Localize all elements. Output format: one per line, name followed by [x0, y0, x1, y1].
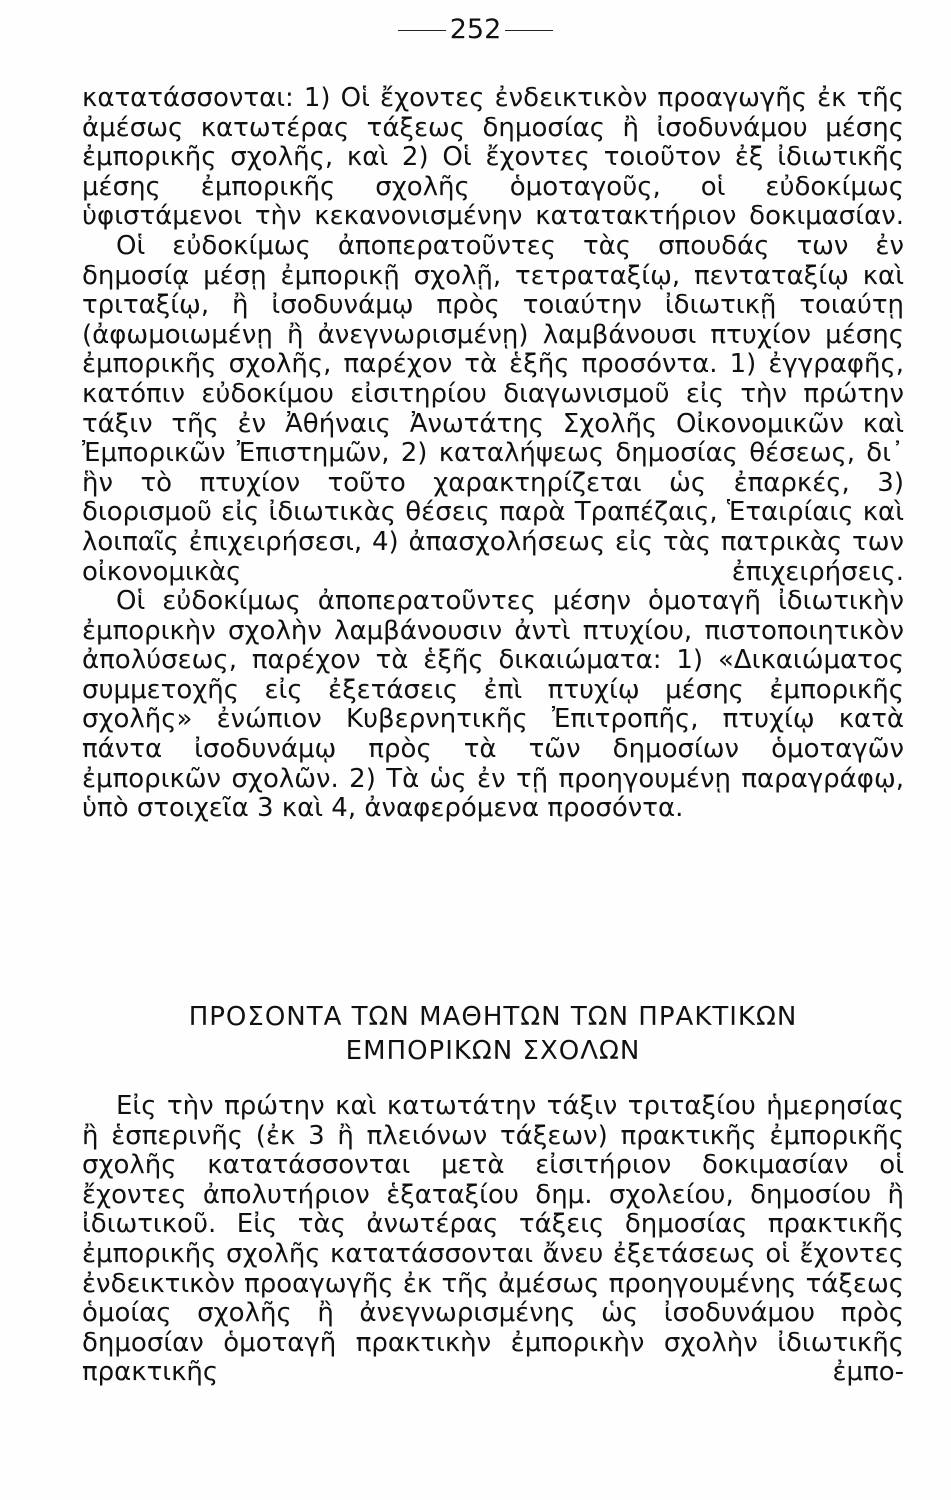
left-dash-rule — [398, 30, 446, 31]
section-one-text — [82, 84, 904, 824]
paragraph-admission-continued: κατατάσσονται: 1) Οἱ ἔχοντες ἐνδεικτικὸν προαγωγῆς ἐκ τῆς ἀμέσως κατωτέρας τάξεως δημοσίας ἢ ἰσοδυνάμου μέσης ἐμπορικῆς σχολῆς, καὶ 2) Οἱ ἔχοντες τοιοῦτον ἐξ ἰδιωτικῆς μέσης ἐμπορικῆς σχολῆς ὁμοταγοῦς, οἱ εὐδοκίμως ὑφιστάμενοι τὴν κεκανονισμένην κατατακτήριον δοκιμασίαν. — [82, 83, 904, 232]
section-heading-line-1: ΠΡΟΣΟΝΤΑ ΤΩΝ ΜΑΘΗΤΩΝ ΤΩΝ ΠΡΑΚΤΙΚΩΝ — [188, 1002, 798, 1032]
section-heading — [82, 1000, 904, 1068]
paragraph-private-school-certificate: Οἱ εὐδοκίμως ἀποπερατοῦντες μέσην ὁμοταγῆ ἰδιωτικὴν ἐμπορικὴν σχολὴν λαμβάνουσιν ἀντὶ πτυχίου, πιστοποιητικὸν ἀπολύσεως, παρέχον τὰ ἑξῆς δικαιώματα: 1) «Δικαιώματος συμμετοχῆς εἰς ἐξετάσεις ἐπὶ πτυχίῳ μέσης ἐμπορικῆς σχολῆς» ἐνώπιον Κυβερνητικῆς Ἐπιτροπῆς, πτυχίῳ κατὰ πάντα ἰσοδυνάμῳ πρὸς τὰ τῶν δημοσίων ὁμοταγῶν ἐμπορικῶν σχολῶν. 2) Τὰ ὡς ἐν τῇ προηγουμένῃ παραγράφῳ, ὑπὸ στοιχεῖα 3 καὶ 4, ἀναφερόμενα προσόντα. — [82, 586, 904, 824]
section-two-text — [82, 1092, 904, 1388]
page-number-header — [0, 14, 951, 46]
right-dash-rule — [505, 30, 553, 31]
paragraph-diploma-rights: Οἱ εὐδοκίμως ἀποπερατοῦντες τὰς σπουδάς των ἐν δημοσίᾳ μέσῃ ἐμπορικῇ σχολῇ, τετραταξίῳ, πενταταξίῳ καὶ τριταξίῳ, ἢ ἰσοδυνάμῳ πρὸς τοιαύτην ἰδιωτικῇ τοιαύτῃ (ἀφωμοιωμένῃ ἢ ἀνεγνωρισμένῃ) λαμβάνουσι πτυχίον μέσης ἐμπορικῆς σχολῆς, παρέχον τὰ ἑξῆς προσόντα. 1) ἐγγραφῆς, κατόπιν εὐδοκίμου εἰσιτηρίου διαγωνισμοῦ εἰς τὴν πρώτην τάξιν τῆς ἐν Ἀθήναις Ἀνωτάτης Σχολῆς Οἰκονομικῶν καὶ Ἐμπορικῶν Ἐπιστημῶν, 2) καταλήψεως δημοσίας θέσεως, δι᾽ ἣν τὸ πτυχίον τοῦτο χαρακτηρίζεται ὡς ἐπαρκές, 3) διορισμοῦ εἰς ἰδιωτικὰς θέσεις παρὰ Τραπέζαις, Ἑταιρίαις καὶ λοιπαῖς ἐπιχειρήσεσι, 4) ἀπασχολήσεως εἰς τὰς πατρικὰς των οἰκονομικὰς ἐπιχειρήσεις. — [82, 230, 904, 587]
section-heading-line-2: ΕΜΠΟΡΙΚΩΝ ΣΧΟΛΩΝ — [345, 1036, 641, 1066]
paragraph-practical-schools: Εἰς τὴν πρώτην καὶ κατωτάτην τάξιν τριταξίου ἡμερησίας ἢ ἑσπερινῆς (ἐκ 3 ἢ πλειόνων τάξεων) πρακτικῆς ἐμπορικῆς σχολῆς κατατάσσονται μετὰ εἰσιτήριον δοκιμασίαν οἱ ἔχοντες ἀπολυτήριον ἑξαταξίου δημ. σχολείου, δημοσίου ἢ ἰδιωτικοῦ. Εἰς τὰς ἀνωτέρας τάξεις δημοσίας πρακτικῆς ἐμπορικῆς σχολῆς κατατάσσονται ἄνευ ἐξετάσεως οἱ ἔχοντες ἐνδεικτικὸν προαγωγῆς ἐκ τῆς ἀμέσως προηγουμένης τάξεως ὁμοίας σχολῆς ἢ ἀνεγνωρισμένης ὡς ἰσοδυνάμου πρὸς δημοσίαν ὁμοταγῆ πρακτικὴν ἐμπορικὴν σχολὴν ἰδιωτικῆς πρακτικῆς ἐμπο- — [82, 1091, 904, 1388]
page-number: 252 — [449, 14, 502, 45]
